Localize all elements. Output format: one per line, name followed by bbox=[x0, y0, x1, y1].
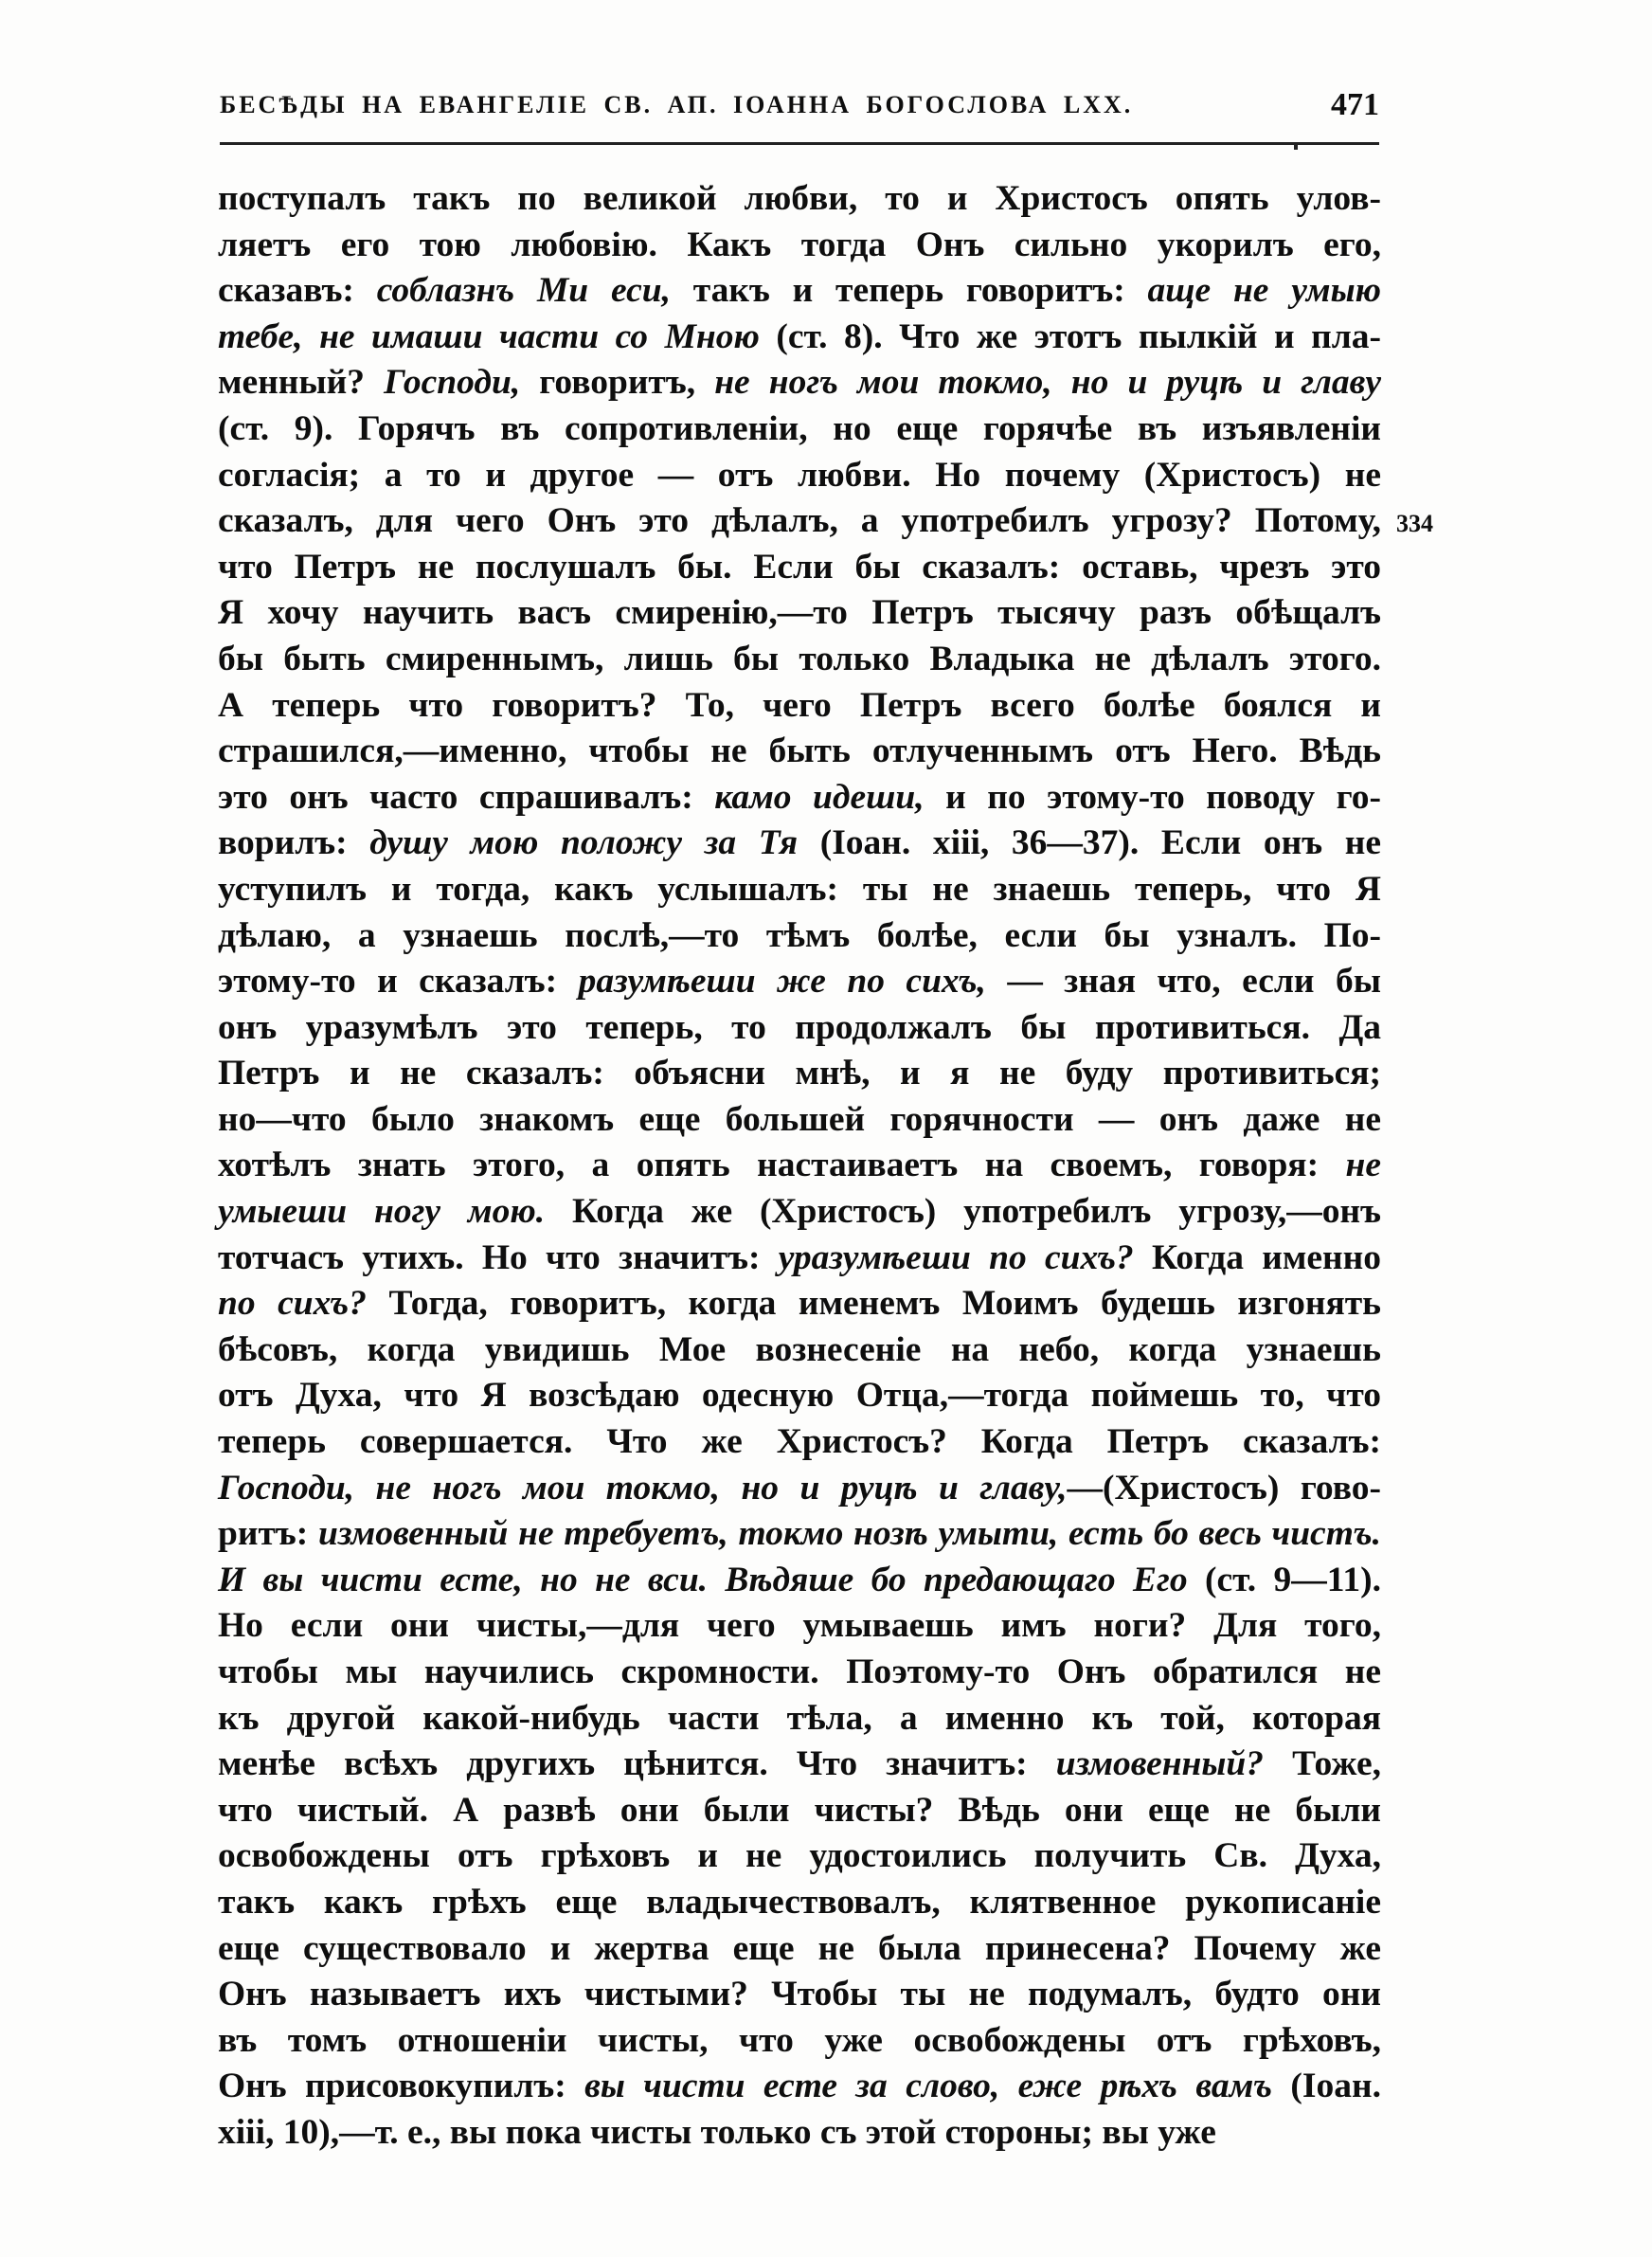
text-line bbox=[218, 867, 1381, 913]
text-line bbox=[218, 1880, 1381, 1926]
text-line bbox=[218, 913, 1381, 960]
text-run: онъ уразумѣлъ это теперь, то продолжалъ бы противиться. Да bbox=[218, 1007, 1381, 1047]
text-run: менѣе всѣхъ другихъ цѣнится. Что значитъ: bbox=[218, 1744, 1056, 1784]
italic-quote: по сихъ? bbox=[218, 1284, 367, 1324]
text-line bbox=[218, 1005, 1381, 1052]
text-line bbox=[218, 1373, 1381, 1419]
text-run: сказавъ: bbox=[218, 271, 377, 311]
running-title: БЕСѢДЫ НА ЕВАНГЕЛІЕ СВ. АП. ІОАННА БОГОСЛОВА LXX. bbox=[220, 91, 1134, 118]
text-run: ляетъ его тою любовію. Какъ тогда Онъ сильно укорилъ его, bbox=[218, 225, 1381, 264]
text-run: сказалъ, для чего Онъ это дѣлалъ, а употребилъ угрозу? Потому, bbox=[218, 501, 1381, 541]
italic-quote: умыеши ногу мою. bbox=[218, 1192, 546, 1232]
text-run: освобождены отъ грѣховъ и не удостоились получить Св. Духа, bbox=[218, 1836, 1381, 1876]
text-line bbox=[218, 406, 1381, 453]
text-run: говоритъ, bbox=[520, 363, 715, 403]
italic-quote: уразумѣеши по сихъ? bbox=[778, 1237, 1134, 1277]
text-line bbox=[218, 1466, 1381, 1512]
text-run: (ст. 9—11). bbox=[1187, 1560, 1381, 1599]
text-run: Когда же (Христосъ) употребилъ угрозу,—онъ bbox=[545, 1192, 1381, 1232]
text-line bbox=[218, 821, 1381, 867]
text-run: Я хочу научить васъ смиренію,—то Петръ тысячу разъ обѣщалъ bbox=[218, 593, 1381, 633]
text-line bbox=[218, 1419, 1381, 1466]
text-run: Онъ присовокупилъ: bbox=[218, 2067, 585, 2106]
text-line bbox=[218, 1097, 1381, 1144]
header-rule bbox=[220, 142, 1379, 145]
text-run: въ томъ отношеніи чисты, что уже освобождены отъ грѣховъ, bbox=[218, 2020, 1381, 2060]
text-run: Петръ и не сказалъ: объясни мнѣ, и я не буду противиться; bbox=[218, 1054, 1381, 1093]
body-text bbox=[218, 176, 1381, 2157]
italic-quote: И вы чисти есте, но не вси. Вѣдяше бо предающаго Его bbox=[218, 1560, 1188, 1599]
text-run: бѣсовъ, когда увидишь Мое вознесеніе на небо, когда узнаешь bbox=[218, 1329, 1381, 1369]
text-line bbox=[218, 1558, 1381, 1604]
italic-quote: измовенный не требуетъ, токмо нозѣ умыти, есть бо весь чистъ. bbox=[317, 1514, 1382, 1554]
text-line bbox=[218, 1051, 1381, 1097]
text-line bbox=[218, 453, 1381, 499]
text-line bbox=[218, 1603, 1381, 1650]
text-line bbox=[218, 360, 1381, 406]
italic-quote: измовенный? bbox=[1055, 1744, 1264, 1784]
text-line bbox=[218, 223, 1381, 269]
italic-quote: тебе, не имаши части со Мною bbox=[218, 316, 760, 356]
text-run: и по этому-то поводу го- bbox=[924, 777, 1381, 817]
text-line bbox=[218, 959, 1381, 1005]
text-run: хотѣлъ знать этого, а опять настаиваетъ на своемъ, говоря: bbox=[218, 1146, 1346, 1185]
text-run: теперь совершается. Что же Христосъ? Когда Петръ сказалъ: bbox=[218, 1422, 1381, 1462]
text-run: согласія; а то и другое — отъ любви. Но почему (Христосъ) не bbox=[218, 455, 1381, 495]
text-line bbox=[218, 1972, 1381, 2018]
italic-quote: не ногъ мои токмо, но и руцѣ и главу bbox=[714, 363, 1381, 403]
text-line bbox=[218, 1926, 1381, 1973]
italic-quote: соблазнъ Ми еси, bbox=[376, 271, 671, 311]
text-run: поступалъ такъ по великой любви, то и Христосъ опять улов- bbox=[218, 179, 1381, 218]
text-run: (Іоан. bbox=[1272, 2067, 1381, 2106]
text-line bbox=[218, 176, 1381, 223]
header-rule-mark bbox=[1294, 144, 1298, 150]
text-line bbox=[218, 637, 1381, 683]
italic-quote: разумѣеши же по сихъ, bbox=[578, 962, 986, 1002]
text-run: — зная что, если бы bbox=[985, 962, 1382, 1002]
text-run: ворилъ: bbox=[218, 823, 370, 863]
text-line bbox=[218, 545, 1381, 591]
text-run: бы быть смиреннымъ, лишь бы только Владыка не дѣлалъ этого. bbox=[218, 639, 1381, 678]
text-run: Когда именно bbox=[1133, 1237, 1381, 1277]
text-run: xiii, 10),—т. е., вы пока чисты только съ этой стороны; вы уже bbox=[218, 2112, 1216, 2152]
margin-page-reference: 334 bbox=[1396, 510, 1433, 537]
text-run: ритъ: bbox=[218, 1514, 318, 1554]
text-run: еще существовало и жертва еще не была принесена? Почему же bbox=[218, 1928, 1381, 1968]
text-run: Тоже, bbox=[1264, 1744, 1381, 1784]
text-line bbox=[218, 1143, 1381, 1189]
text-run: этому-то и сказалъ: bbox=[218, 962, 579, 1002]
text-run: А теперь что говоритъ? То, чего Петръ всего болѣе боялся и bbox=[218, 685, 1381, 725]
text-run: страшился,—именно, чтобы не быть отлученнымъ отъ Него. Вѣдь bbox=[218, 731, 1381, 771]
text-run: (Іоан. xiii, 36—37). Если онъ не bbox=[798, 823, 1381, 863]
text-run: (ст. 9). Горячъ въ сопротивленіи, но еще горячѣе въ изъявленіи bbox=[218, 408, 1381, 448]
italic-quote: душу мою положу за Тя bbox=[369, 823, 799, 863]
text-line bbox=[218, 683, 1381, 730]
text-run: (ст. 8). Что же этотъ пылкій и пла- bbox=[759, 316, 1381, 356]
text-run: это онъ часто спрашивалъ: bbox=[218, 777, 715, 817]
text-run: что чистый. А развѣ они были чисты? Вѣдь они еще не были bbox=[218, 1790, 1381, 1830]
text-line bbox=[218, 1327, 1381, 1374]
text-run: Но если они чисты,—для чего умываешь имъ ноги? Для того, bbox=[218, 1606, 1381, 1646]
italic-quote: не bbox=[1345, 1146, 1381, 1185]
text-run: отъ Духа, что Я возсѣдаю одесную Отца,—тогда поймешь то, что bbox=[218, 1376, 1381, 1416]
text-run: но—что было знакомъ еще большей горячности — онъ даже не bbox=[218, 1099, 1381, 1139]
text-line bbox=[218, 1696, 1381, 1742]
text-run: что Петръ не послушалъ бы. Если бы сказалъ: оставь, чрезъ это bbox=[218, 547, 1381, 587]
text-run: уступилъ и тогда, какъ услышалъ: ты не знаешь теперь, что Я bbox=[218, 869, 1381, 909]
text-line bbox=[218, 2018, 1381, 2065]
italic-quote: аще не умыю bbox=[1147, 271, 1382, 311]
text-line bbox=[218, 1788, 1381, 1834]
text-run: такъ какъ грѣхъ еще владычествовалъ, клятвенное рукописаніе bbox=[218, 1882, 1381, 1922]
text-line bbox=[218, 1189, 1381, 1236]
text-line bbox=[218, 1650, 1381, 1696]
text-line bbox=[218, 2110, 1381, 2157]
text-run: тотчасъ утихъ. Но что значитъ: bbox=[218, 1237, 779, 1277]
text-line bbox=[218, 2064, 1381, 2110]
text-line bbox=[218, 775, 1381, 822]
text-run: —(Христосъ) гово- bbox=[1067, 1468, 1381, 1508]
text-line bbox=[218, 498, 1381, 545]
text-line bbox=[218, 1833, 1381, 1880]
text-line bbox=[218, 1511, 1381, 1558]
text-line bbox=[218, 1236, 1381, 1282]
text-run: къ другой какой-нибудь части тѣла, а именно къ той, которая bbox=[218, 1698, 1381, 1738]
page-number: 471 bbox=[1331, 87, 1379, 122]
text-line bbox=[218, 268, 1381, 315]
text-line bbox=[218, 729, 1381, 775]
text-line bbox=[218, 1281, 1381, 1327]
text-run: Тогда, говоритъ, когда именемъ Моимъ будешь изгонять bbox=[366, 1284, 1381, 1324]
italic-quote: Господи, bbox=[384, 363, 521, 403]
text-line bbox=[218, 315, 1381, 361]
italic-quote: камо идеши, bbox=[714, 777, 925, 817]
running-head bbox=[220, 87, 1379, 140]
text-line bbox=[218, 1742, 1381, 1788]
text-run: чтобы мы научились скромности. Поэтому-то Онъ обратился не bbox=[218, 1652, 1381, 1691]
text-run: дѣлаю, а узнаешь послѣ,—то тѣмъ болѣе, если бы узналъ. По- bbox=[218, 915, 1381, 955]
text-run: менный? bbox=[218, 363, 385, 403]
text-run: Онъ называетъ ихъ чистыми? Чтобы ты не подумалъ, будто они bbox=[218, 1975, 1381, 2014]
italic-quote: вы чисти есте за слово, еже рѣхъ вамъ bbox=[584, 2067, 1273, 2106]
text-run: такъ и теперь говоритъ: bbox=[670, 271, 1148, 311]
italic-quote: Господи, не ногъ мои токмо, но и руцѣ и главу, bbox=[218, 1468, 1068, 1508]
text-line bbox=[218, 590, 1381, 637]
